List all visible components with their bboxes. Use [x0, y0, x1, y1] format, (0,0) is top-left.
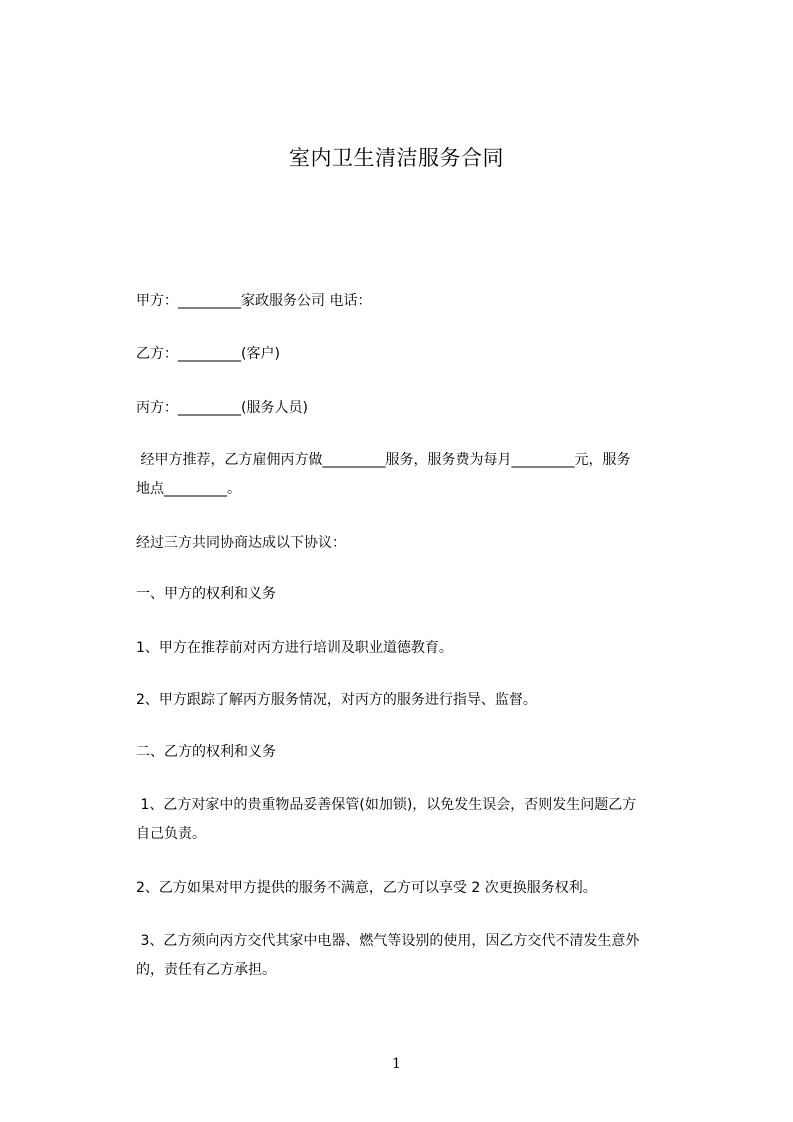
section-1-heading: 一、甲方的权利和义务 [136, 586, 276, 602]
party-b-line: 乙方：_________(客户) [136, 346, 280, 362]
intro-paragraph-line-2: 地点_________。 [136, 481, 241, 497]
intro-paragraph-line-1: 经甲方推荐，乙方雇佣丙方做_________服务，服务费为每月_________元，服务 [136, 452, 631, 468]
section-2-heading: 二、乙方的权利和义务 [136, 744, 276, 760]
section-2-item-1 [136, 791, 706, 849]
section-1-item-1: 1、甲方在推荐前对丙方进行培训及职业道德教育。 [136, 640, 453, 656]
section-2-item-3-line-1: 3、乙方须向丙方交代其家中电器、燃气等设别的使用，因乙方交代不清发生意外 [136, 933, 640, 949]
section-1-item-2: 2、甲方跟踪了解丙方服务情况，对丙方的服务进行指导、监督。 [136, 692, 537, 708]
agreement-intro: 经过三方共同协商达成以下协议： [136, 535, 346, 551]
section-2-item-2: 2、乙方如果对甲方提供的服务不满意，乙方可以享受 2 次更换服务权利。 [136, 880, 597, 896]
party-c-line: 丙方：_________(服务人员) [136, 400, 308, 416]
section-2-item-3 [136, 927, 706, 985]
party-a-line: 甲方：_________家政服务公司 电话： [136, 293, 372, 309]
section-2-item-1-line-2: 自己负责。 [136, 826, 206, 842]
document-title: 室内卫生清洁服务合同 [289, 146, 504, 170]
section-2-item-3-line-2: 的，责任有乙方承担。 [136, 962, 276, 978]
intro-paragraph [136, 446, 706, 504]
page-number: 1 [392, 1056, 401, 1072]
section-2-item-1-line-1: 1、乙方对家中的贵重物品妥善保管(如加锁)，以免发生误会，否则发生问题乙方 [136, 797, 637, 813]
